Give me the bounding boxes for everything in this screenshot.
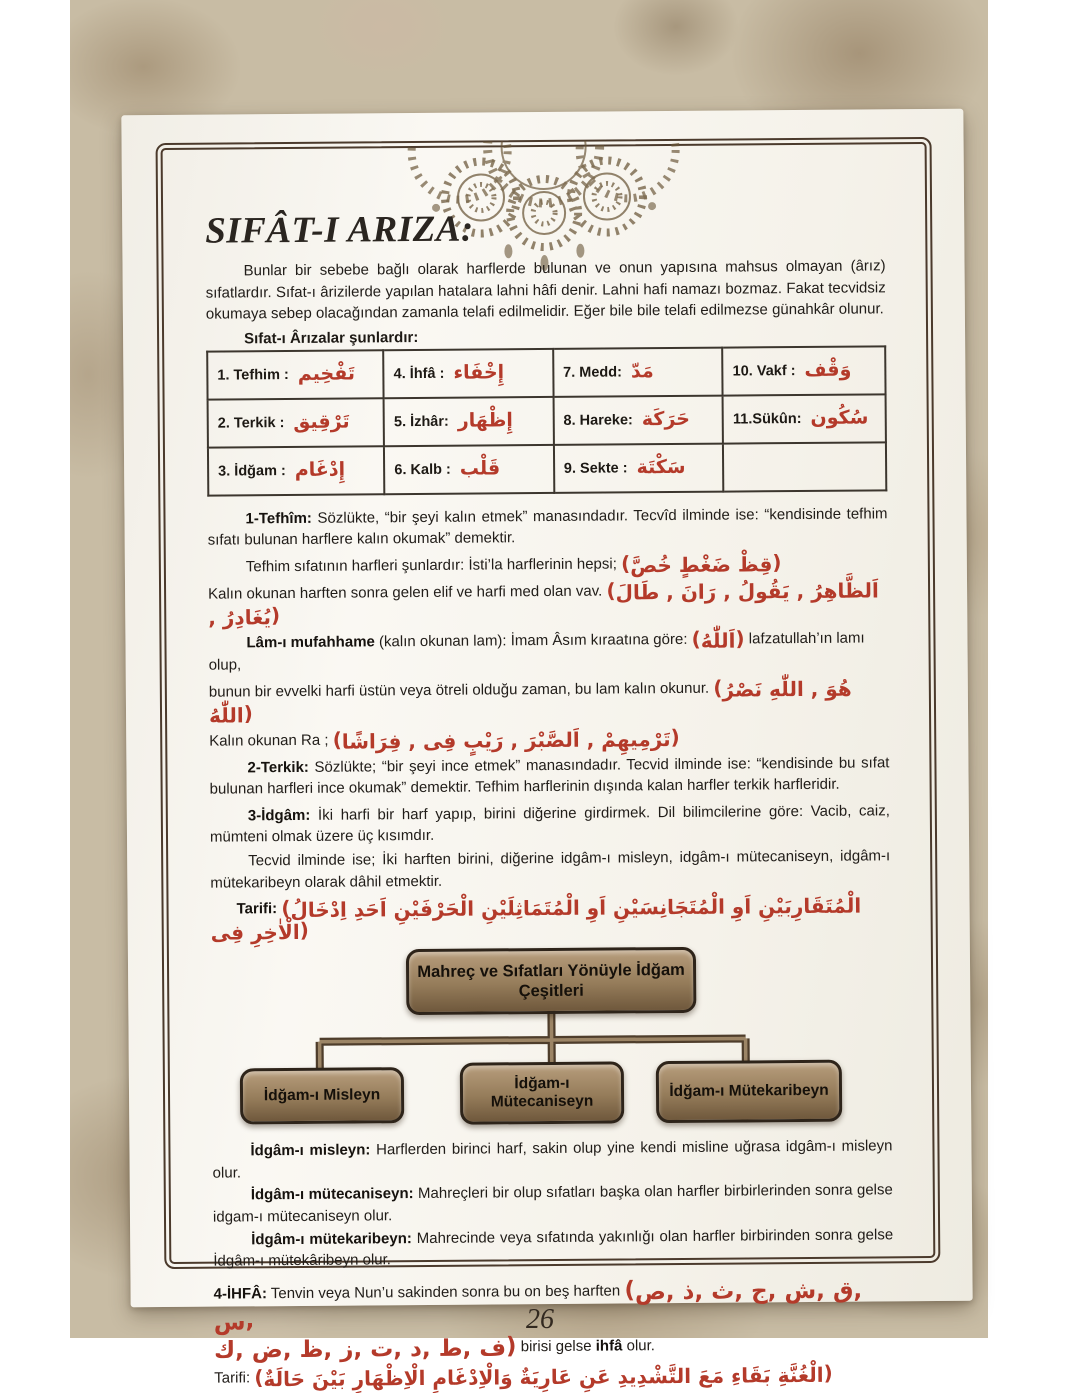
tefhim-text: Sözlükte, “bir şeyi kalın etmek” manasındadır. Tecvîd ilminde ise: “kendisinde tefhim sıfatı bulunan harflere kalın okumak” demektir. xyxy=(207,505,888,550)
term-arabic: مَدّ xyxy=(630,360,654,383)
table-cell xyxy=(207,350,384,399)
table-cell xyxy=(384,445,554,494)
lam-text: (kalın okunan lam): İmam Âsım kıraatına göre: xyxy=(378,630,688,651)
tefhim-med-line: Kalın okunan harften sonra gelen elif ve harfi med olan vav. (طَالَ , رَانَ , يَقُولُ , اَلظَّاهِرُ , يُغَادِرُ) xyxy=(208,578,879,630)
ra-examples-arabic: فِرَاشًا , فِى رَيْبٍ , اَلصَّبْرَ , تَرْمِيهِمْ xyxy=(341,726,671,754)
term-label: 5. İzhâr: xyxy=(393,413,449,430)
table-cell xyxy=(208,446,385,495)
table-cell-empty xyxy=(723,442,886,491)
terkik-text: Sözlükte; “bir şeyi ince etmek” manasındadır. Tecvid ilminde ise: “kendisinde bu sıfat bulunan harfleri ince okumak” demektir. Tefhim harflerinin dışında kalan harfler terkik harfleridir. xyxy=(209,753,890,798)
lam-rule-line: bunun bir evvelki harfi üstün veya ötreli olduğu zaman, bu lam kalın okunur. (نَصْرُ اللّٰهِ , هُوَ اللّٰهُ) xyxy=(208,675,852,728)
term-arabic: سُكُون xyxy=(810,406,869,430)
table-cell xyxy=(383,349,553,398)
ra-line: Kalın okunan Ra ; (فِرَاشًا , فِى رَيْبٍ , اَلصَّبْرَ , تَرْمِيهِمْ) xyxy=(209,724,680,754)
idgam-lead: 3-İdgâm: xyxy=(247,806,311,825)
ihfa-text3: olur. xyxy=(626,1337,655,1355)
table-cell xyxy=(384,397,554,446)
ihfa-paragraph: 4-İHFÂ: Tenvin veya Nun’u sakinden sonra bu on beş harften (ص, ذ, ث, ج, ش, ق, س, ك, ض, ظ, ز, ت, د, ط, ف) birisi gelse ihfâ olur. xyxy=(213,1277,863,1364)
term-arabic: سَكْتَة xyxy=(636,456,686,479)
lafzatullah-arabic: اَللّٰهُ xyxy=(700,628,736,653)
mutecaniseyn-text: Mahreçleri bir olup sıfatları başka olan harfler birbirlerinden sonra gelse idgam-ı mütecaniseyn olur. xyxy=(212,1181,893,1226)
ra-text: Kalın okunan Ra ; xyxy=(209,731,329,750)
ihfa-text2: birisi gelse xyxy=(520,1337,592,1356)
idgam-paragraph xyxy=(210,800,890,849)
ihfa-text: Tenvin veya Nun’u sakinden sonra bu on beş harften xyxy=(270,1282,621,1302)
term-label: 3. İdğam : xyxy=(218,462,286,480)
lam-text2: bunun bir evvelki harfi üstün veya ötreli olduğu zaman, bu lam kalın okunur. xyxy=(208,679,710,701)
intro-paragraph: Bunlar bir sebebe bağlı olarak harflerde bulunan ve onun yapısına mahsus olmayan (ârız) sıfatlardır. Sıfat-ı ârizilerde yapılan hatalara lahni hâfi denir. Lahni hafi namazı bozmaz. Fakat tecvidsiz okumaya sebep olacağından zamanla telafi edilmelidir. Eğer bile bile telafi edilmezse günahkâr olunur. xyxy=(205,257,886,323)
ihfa-tarifi-label: Tarifi: xyxy=(214,1369,251,1388)
ihfa-tarifi-line: Tarifi: (حَالَةٌ بَيْنَ الْاِظْهَارِ وَالْاِدْغَامِ عَارِيَةٌ عَنِ التَّشْدِيدِ مَعَ بَقَاءِ الْغُنَّةِ) xyxy=(214,1361,833,1392)
idgam-tarifi-arabic: اِدْخَالُ اَحَدِ الْحَرْفَيْنِ الْمُتَمَاثِلَيْنِ اَوِ الْمُتَجَانِسَيْنِ اَوِ الْمُتَقَارِبَيْنِ فِى الْاٰخِرِ xyxy=(210,893,862,945)
istila-letters-arabic: خُصَّ ضَغْطٍ قِظْ xyxy=(630,552,773,578)
table-cell xyxy=(554,443,724,492)
lam-mufahhame-line: Lâm-ı mufahhame (kalın okunan lam): İmam Âsım kıraatına göre: (اَللّٰهُ) lafzatullah’ın lamı olup, xyxy=(208,626,865,674)
mutecaniseyn-lead: İdgâm-ı mütecaniseyn: xyxy=(250,1185,414,1204)
table-cell xyxy=(722,346,885,395)
page-title: SIFÂT-I ARIZA: xyxy=(205,208,474,252)
diagram-box-mutekaribeyn: İdğam-ı Mütekaribeyn xyxy=(656,1060,842,1123)
term-arabic: تَرْقِيق xyxy=(293,410,350,434)
table-cell xyxy=(208,398,385,447)
terkik-lead: 2-Terkik: xyxy=(247,758,309,776)
term-label: 1. Tefhim : xyxy=(217,366,289,384)
term-label: 9. Sekte : xyxy=(563,460,628,477)
term-arabic: إِظْهَار xyxy=(457,409,513,432)
misleyn-text: Harflerden birinci harf, sakin olup yine kendi misline uğrasa idgâm-ı misleyn olur. xyxy=(212,1137,893,1182)
sifat-arizalar-table xyxy=(206,345,887,496)
table-cell xyxy=(553,395,723,444)
table-row xyxy=(208,442,886,495)
term-arabic: قَلْب xyxy=(459,457,501,480)
mutekaribeyn-definition xyxy=(213,1224,893,1273)
diagram-box-misleyn: İdğam-ı Misleyn xyxy=(240,1067,404,1124)
term-arabic: إِخْفَاء xyxy=(453,361,505,385)
term-arabic: وَقْف xyxy=(804,358,852,382)
ihfa-letters-line2: ك, ض, ظ, ز, ت, د, ط, ف xyxy=(213,1335,507,1364)
diagram-root-box: Mahreç ve Sıfatları Yönüyle İdğam Çeşitleri xyxy=(406,947,697,1015)
mutekaribeyn-text: Mahrecinde veya sıfatında yakınlığı olan harfler birbirinden sonra gelse İdgâm-ı mütekâribeyn olur. xyxy=(213,1225,894,1270)
table-caption: Sıfat-ı Ârızalar şunlardır: xyxy=(244,328,419,348)
term-arabic: إِدْغَام xyxy=(294,458,346,482)
misleyn-definition xyxy=(212,1135,892,1184)
ihfa-tarifi-arabic: حَالَةٌ بَيْنَ الْاِظْهَارِ وَالْاِدْغَامِ عَارِيَةٌ عَنِ التَّشْدِيدِ مَعَ بَقَاءِ الْغُنَّةِ xyxy=(263,1363,824,1392)
ihfa-bold-word: ihfâ xyxy=(595,1337,623,1355)
page-number: 26 xyxy=(526,1304,554,1335)
idgam-text: İki harfi bir harf yapıp, birini diğerine girdirmek. Dil bilimcilerine göre: Vacib, caiz, mümteni olmak üzere üç kısımdır. xyxy=(209,802,890,846)
table-cell xyxy=(723,394,886,443)
term-arabic: تَفْخِيم xyxy=(297,362,356,386)
term-label: 11.Sükûn: xyxy=(732,410,802,428)
terkik-paragraph xyxy=(209,752,889,801)
mutecaniseyn-definition xyxy=(213,1180,893,1229)
tefhim-paragraph xyxy=(207,503,887,552)
mutekaribeyn-lead: İdgâm-ı mütekaribeyn: xyxy=(251,1229,412,1248)
table-row xyxy=(208,394,886,447)
idgam-types-diagram xyxy=(231,946,872,1129)
term-label: 4. İhfâ : xyxy=(393,365,445,382)
lam-tail: lafzatullah’ın lamı olup, xyxy=(208,629,865,674)
idgam-paragraph2: Tecvid ilminde ise; İki harften birini, diğerine idgâm-ı misleyn, idgâm-ı mütecaniseyn, idgâm-ı mütekaribeyn olarak dâhil etmektir. xyxy=(210,847,891,892)
tefhim-lead: 1-Tefhîm: xyxy=(245,509,312,528)
tarifi-label: Tarifi: xyxy=(236,900,278,918)
term-label: 6. Kalb : xyxy=(394,461,451,478)
lam-lead: Lâm-ı mufahhame xyxy=(246,633,375,652)
tefhim-med-text: Kalın okunan harften sonra gelen elif ve harfi med olan vav. xyxy=(208,582,603,603)
ihfa-letters-line1: ص, ذ, ث, ج, ش, ق, س xyxy=(213,1277,863,1336)
term-arabic: حَرَكَة xyxy=(641,408,691,431)
misleyn-lead: İdgâm-ı misleyn: xyxy=(250,1141,371,1160)
term-label: 8. Hareke: xyxy=(563,412,633,429)
term-label: 2. Terkik : xyxy=(217,414,285,432)
term-label: 7. Medd: xyxy=(563,364,623,381)
diagram-box-mutecaniseyn: İdğam-ı Mütecaniseyn xyxy=(460,1062,624,1125)
ihfa-lead: 4-İHFÂ: xyxy=(213,1284,267,1303)
tefhim-letters-line: Tefhim sıfatının harfleri şunlardır: İsti’la harflerinin hepsi; (خُصَّ ضَغْطٍ قِظْ) xyxy=(245,550,782,578)
term-label: 10. Vakf : xyxy=(732,362,796,380)
lam-examples-arabic: نَصْرُ اللّٰهِ , هُوَ اللّٰهُ xyxy=(208,676,852,728)
tefhim-examples-arabic: طَالَ , رَانَ , يَقُولُ , اَلظَّاهِرُ , يُغَادِرُ xyxy=(208,578,879,630)
table-cell xyxy=(553,347,723,396)
table-row xyxy=(207,346,885,399)
tefhim-letters-text: Tefhim sıfatının harfleri şunlardır: İsti’la harflerinin hepsi; xyxy=(245,555,617,576)
idgam-tarifi-line: Tarifi: (اِدْخَالُ اَحَدِ الْحَرْفَيْنِ الْمُتَمَاثِلَيْنِ اَوِ الْمُتَجَانِسَيْنِ اَوِ الْمُتَقَارِبَيْنِ فِى الْاٰخِرِ) xyxy=(210,893,862,945)
